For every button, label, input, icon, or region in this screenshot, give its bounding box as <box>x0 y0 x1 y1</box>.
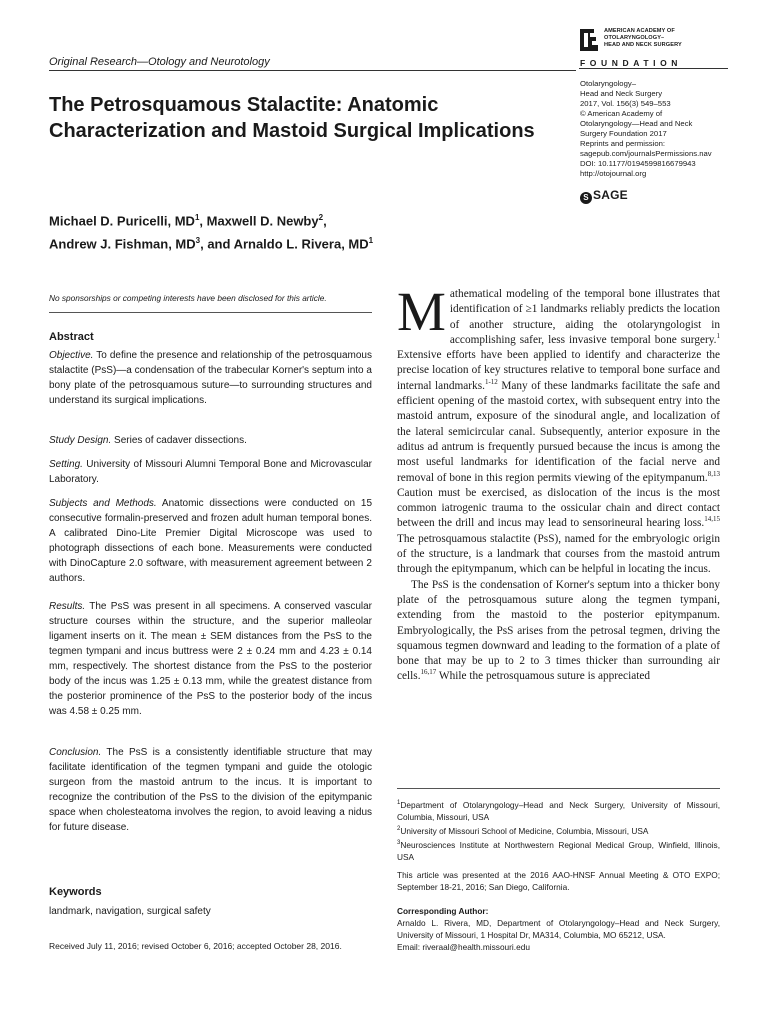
abstract-label: Results. <box>49 601 86 612</box>
body-text-run: Many of these landmarks facilitate the safe and efficient opening of the mastoid cortex, with subsequent entry into the mastoid antrum, exposure of the sinodural angle, and localization of the lateral semicircular canal. Subsequently, anterior exposure in the aditus ad antrum is frequently pursued because the incus is among the most useful landmarks for identification of the facial nerve and removal of bone in this region permits viewing of the epitympanum. <box>397 379 720 484</box>
abstract-text: The PsS is a consistently identifiable structure that may facilitate identification of the tegmen tympani and guide the otologic surgeon from the mastoid antrum to the incus. It is important to recognize the contribution of the PsS to the division of the epitympanic space when cholesteatoma involves the region, to avoid leaving a nidus for future disease. <box>49 747 372 833</box>
logo-line-1: AMERICAN ACADEMY OF <box>604 28 675 34</box>
abstract-results <box>49 599 372 719</box>
body-text <box>397 281 720 685</box>
section-label: Original Research—Otology and Neurotology <box>49 56 270 68</box>
logo-line-2: OTOLARYNGOLOGY– <box>604 35 665 41</box>
author-affiliation-mark: 2 <box>318 213 324 222</box>
author-separator: , <box>323 213 327 229</box>
author-name: Andrew J. Fishman, MD <box>49 236 196 252</box>
citation-ref: 16,17 <box>420 668 437 677</box>
received-dates: Received July 11, 2016; revised October 6, 2016; accepted October 28, 2016. <box>49 941 342 951</box>
keywords-heading: Keywords <box>49 886 102 898</box>
abstract-label: Setting. <box>49 459 83 470</box>
citation-ref: 8,13 <box>707 469 720 478</box>
corresponding-author-address: Arnaldo L. Rivera, MD, Department of Otolaryngology–Head and Neck Surgery, University of Missouri, 1 Hospital Dr, MA314, Columbia, MO 65212, USA. <box>397 918 720 940</box>
left-column-divider <box>49 312 372 313</box>
abstract-heading: Abstract <box>49 331 94 343</box>
foundation-emblem-icon <box>578 27 600 53</box>
corresponding-author-heading: Corresponding Author: <box>397 906 489 916</box>
abstract-label: Objective. <box>49 350 94 361</box>
citation-ref: 1 <box>716 332 720 341</box>
author-name: Maxwell D. Newby <box>206 213 319 229</box>
body-text-run: Caution must be exercised, as dislocation of the incus is the most common iatrogenic trauma to the ossicular chain and direct contact between the drill and incus may lead to sensorineural hearing loss. <box>397 486 720 530</box>
keywords-list: landmark, navigation, surgical safety <box>49 906 211 917</box>
abstract-methods <box>49 496 372 586</box>
body-text-run: The PsS is the condensation of Korner's septum into a thicker bony plate of the petrosquamous suture along the tegmen tympani, extending from the mastoid to the posterior epitympanum. Embryologically, the PsS arises from the petrosal tegmen, driving the squamous tegmen downward and leading to the formation of a plate of bone that may be up to 2 to 3 times thicker than surrounding air cells. <box>397 578 720 683</box>
affiliation-text: Department of Otolaryngology–Head and Neck Surgery, University of Missouri, Columbia, Missouri, USA <box>397 799 720 822</box>
author-list <box>49 208 569 255</box>
citation-ref: 1-12 <box>484 378 498 387</box>
affiliation-text: University of Missouri School of Medicine, Columbia, Missouri, USA <box>400 825 649 836</box>
author-name: Arnaldo L. Rivera, MD <box>233 236 369 252</box>
journal-info-line: Otolaryngology– <box>580 79 636 88</box>
journal-info-line: sagepub.com/journalsPermissions.nav <box>580 149 712 158</box>
affiliation-text: Neurosciences Institute at Northwestern Regional Medical Group, Winfield, Illinois, USA <box>397 839 720 862</box>
journal-info-line: Otolaryngology—Head and Neck <box>580 119 693 128</box>
body-text-run: While the petrosquamous suture is appreciated <box>436 670 651 683</box>
author-affiliation-mark: 1 <box>194 213 200 222</box>
affiliation-mark: 3 <box>397 840 401 846</box>
logo-divider <box>579 68 728 69</box>
header-divider <box>49 70 576 71</box>
abstract-setting <box>49 457 372 487</box>
body-text-run: athematical modeling of the temporal bone illustrates that identification of ≥1 landmarks reliably predicts the location of another structure, aiding the otolaryngologist in accomplishing safer, less invasive temporal bone surgery. <box>449 288 720 346</box>
disclosure-note: No sponsorships or competing interests have been disclosed for this article. <box>49 293 327 303</box>
author-separator: , and <box>200 236 234 252</box>
corresponding-author <box>397 905 720 953</box>
presentation-note: This article was presented at the 2016 AAO-HNSF Annual Meeting & OTO EXPO; September 18-21, 2016; San Diego, California. <box>397 870 720 892</box>
corresponding-author-email[interactable]: Email: riveraal@health.missouri.edu <box>397 942 530 952</box>
author-separator: , <box>199 213 207 229</box>
author-name: Michael D. Puricelli, MD <box>49 213 195 229</box>
journal-info-line: © American Academy of <box>580 109 663 118</box>
sage-logo-text: SAGE <box>593 188 628 202</box>
sage-logo <box>580 188 628 204</box>
journal-info-line: http://otojournal.org <box>580 169 647 178</box>
abstract-label: Subjects and Methods. <box>49 498 157 509</box>
abstract-label: Conclusion. <box>49 747 102 758</box>
footnote-divider <box>397 788 720 789</box>
author-affiliation-mark: 3 <box>195 236 201 246</box>
author-affiliation-mark: 1 <box>368 236 374 246</box>
body-text-run: Extensive efforts have been applied to identify and characterize the precise location of key structures relative to temporal bone surface and internal landmarks. <box>397 349 720 392</box>
abstract-text: University of Missouri Alumni Temporal Bone and Microvascular Laboratory. <box>49 459 372 485</box>
abstract-label: Study Design. <box>49 435 112 446</box>
affiliation-mark: 2 <box>397 826 401 832</box>
abstract-objective <box>49 348 372 408</box>
journal-info <box>580 79 730 179</box>
drop-cap: M <box>397 281 446 342</box>
journal-info-line: Reprints and permission: <box>580 139 666 148</box>
body-paragraph <box>397 578 720 685</box>
journal-info-line: Surgery Foundation 2017 <box>580 129 667 138</box>
affiliation-3 <box>397 837 720 863</box>
journal-info-line: Head and Neck Surgery <box>580 89 663 98</box>
article-title: The Petrosquamous Stalactite: Anatomic Characterization and Mastoid Surgical Implications <box>49 94 535 142</box>
abstract-text: Anatomic dissections were conducted on 15 consecutive formalin-preserved and frozen adult human temporal bones. A calibrated Dino-Lite Premier Digital Microscope was used to photograph dissections of each bone. Measurements were conducted with DinoCapture 2.0 software, with measurement agreement between 2 authors. <box>49 498 372 584</box>
affiliation-2 <box>397 823 720 837</box>
journal-info-line: 2017, Vol. 156(3) 549–553 <box>580 99 671 108</box>
body-paragraph <box>397 281 720 578</box>
abstract-design <box>49 433 372 448</box>
body-text-run: The petrosquamous stalactite (PsS), named for the embryologic origin of the structure, is a landmark that courses from the mastoid antrum through the epitympanum, which can be helpful in locating the incus. <box>397 532 720 576</box>
abstract-conclusion <box>49 745 372 835</box>
sage-emblem-icon: S <box>580 192 592 204</box>
journal-info-line: DOI: 10.1177/0194599816679943 <box>580 159 696 168</box>
affiliation-1 <box>397 797 720 823</box>
affiliation-mark: 1 <box>397 800 401 806</box>
abstract-text: To define the presence and relationship of the petrosquamous stalactite (PsS)—a condensation of the trabecular Korner's septum into a bony plate of the petrosquamous suture—to surrounding structures and understand its surgical implications. <box>49 350 372 406</box>
logo-line-3: HEAD AND NECK SURGERY <box>604 42 682 48</box>
logo-foundation-word: FOUNDATION <box>580 58 683 68</box>
citation-ref: 14,15 <box>704 515 720 524</box>
abstract-text: Series of cadaver dissections. <box>111 435 247 446</box>
abstract-text: The PsS was present in all specimens. A conserved vascular structure courses within the structure, and the superior malleolar ligament inserts on it. The mean ± SEM distances from the PsS to the tegmen tympani and incus buttress were 2 ± 0.24 mm and 4.23 ± 0.14 mm, respectively. The shortest distance from the PsS to the posterior body of the incus was 1.25 ± 0.13 mm, while the greatest distance from the posterior prominence of the PsS to the posterior body of the incus was 4.58 ± 0.25 mm. <box>49 601 372 717</box>
